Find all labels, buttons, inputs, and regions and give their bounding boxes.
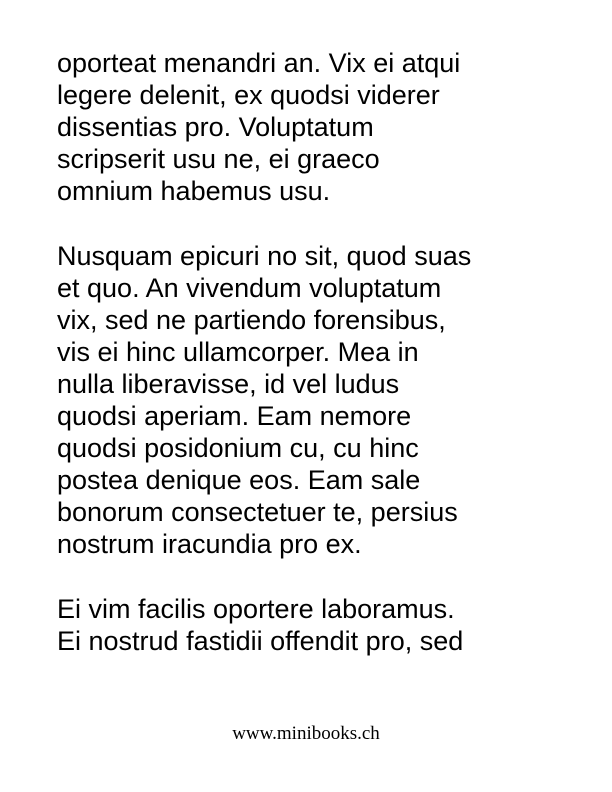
paragraph [57, 240, 577, 561]
text-line: nulla liberavisse, id vel ludus [57, 368, 400, 399]
paragraph-spacer [57, 207, 577, 239]
text-line: dissentias pro. Voluptatum [57, 112, 374, 143]
text-line: bonorum consectetuer te, persius [57, 497, 458, 528]
paragraph [57, 593, 577, 657]
text-line: nostrum iracundia pro ex. [57, 529, 362, 560]
text-line: quodsi aperiam. Eam nemore [57, 401, 412, 432]
text-line: vix, sed ne partiendo forensibus, [57, 304, 446, 335]
text-line: Nusquam epicuri no sit, quod suas [57, 240, 472, 271]
paragraph [57, 47, 577, 207]
text-line: oporteat menandri an. Vix ei atqui [57, 48, 461, 78]
text-line: scripserit usu ne, ei graeco [57, 144, 380, 175]
text-line: Ei nostrud fastidii offendit pro, sed [57, 625, 464, 656]
footer-url: www.minibooks.ch [232, 723, 380, 744]
text-line: postea denique eos. Eam sale [57, 465, 421, 496]
text-line: quodsi posidonium cu, cu hinc [57, 433, 419, 464]
text-line: et quo. An vivendum voluptatum [57, 272, 442, 303]
text-line: legere delenit, ex quodsi viderer [57, 80, 440, 111]
paragraph-spacer [57, 561, 577, 593]
text-line: omnium habemus usu. [57, 176, 331, 207]
text-line: Ei vim facilis oportere laboramus. [57, 593, 455, 624]
body-text [57, 47, 577, 657]
text-line: vis ei hinc ullamcorper. Mea in [57, 336, 419, 367]
